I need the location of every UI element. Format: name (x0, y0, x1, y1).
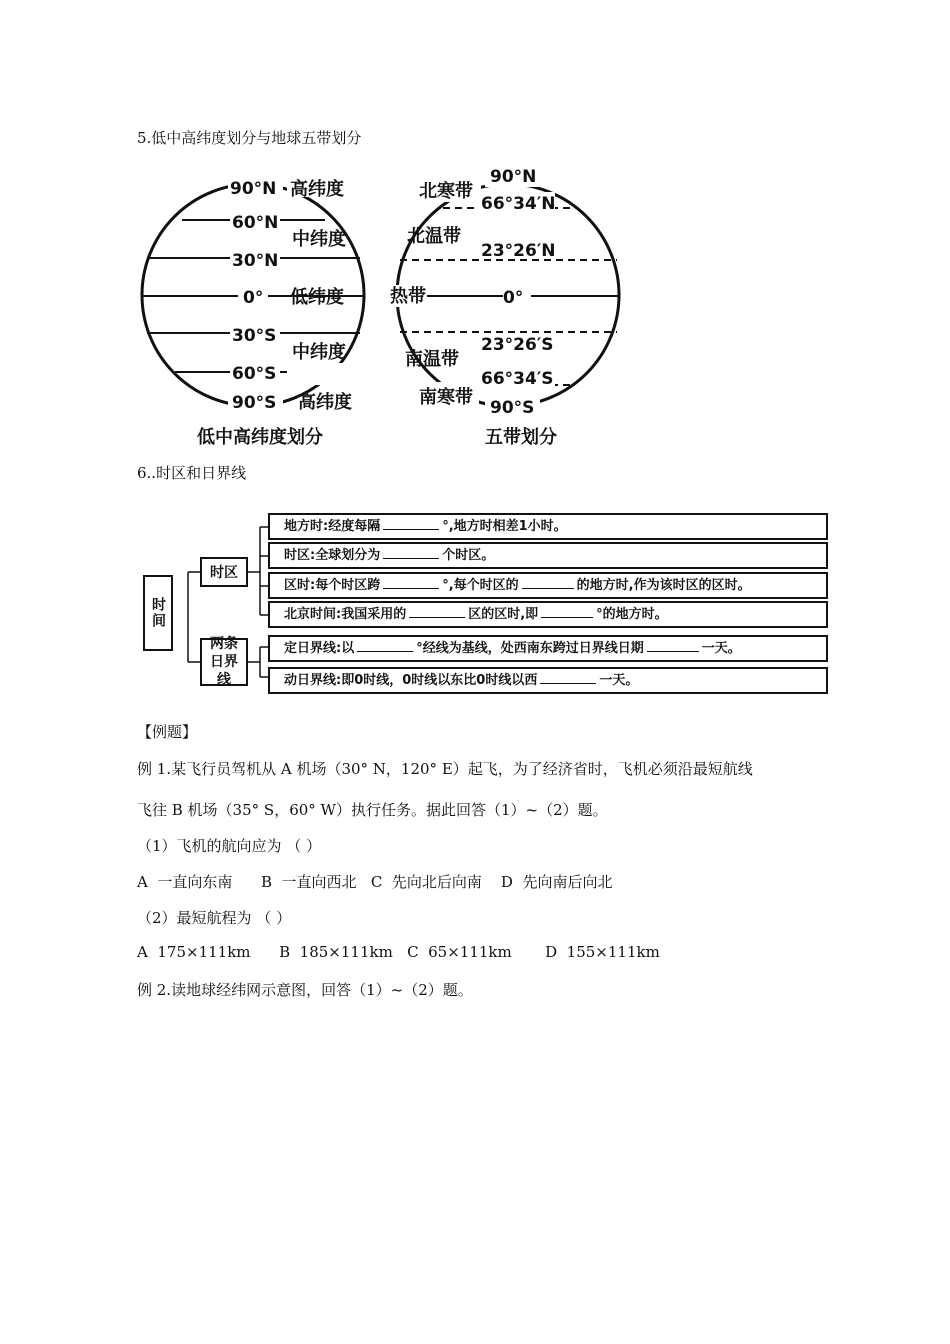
five-zones-diagram (385, 160, 625, 455)
answer-blank[interactable] (383, 515, 439, 530)
lat-label: 0° (243, 288, 264, 308)
latitude-division-diagram (135, 165, 375, 455)
zone-label: 南寒带 (419, 387, 473, 408)
diagram-caption: 低中高纬度划分 (197, 427, 323, 448)
lat-label: 90°N (490, 167, 537, 187)
time-zone-branch-box: 时区 (200, 557, 248, 587)
lat-label: 90°N (230, 179, 277, 199)
lat-label: 30°N (232, 251, 279, 271)
zone-label: 高纬度 (298, 392, 352, 413)
answer-blank[interactable] (383, 574, 439, 589)
example1-question2: （2）最短航程为 （ ） (137, 909, 292, 927)
time-root-box: 时间 (143, 575, 173, 651)
date-line-branch-box: 两条日界线 (200, 638, 248, 686)
answer-blank[interactable] (540, 669, 596, 684)
lat-label: 30°S (232, 326, 277, 346)
answer-blank[interactable] (357, 637, 413, 652)
lat-label: 66°34′S (481, 369, 554, 389)
diagram-caption: 五带划分 (485, 427, 557, 448)
example1-question1: （1）飞机的航向应为 （ ） (137, 837, 322, 855)
lat-label: 0° (503, 288, 524, 308)
zone-label: 低纬度 (290, 287, 344, 308)
lat-label: 90°S (490, 398, 535, 418)
section6-heading: 6..时区和日界线 (137, 464, 247, 482)
section5-heading: 5.低中高纬度划分与地球五带划分 (137, 129, 362, 147)
lat-label: 23°26′N (481, 241, 556, 261)
zone-label: 热带 (390, 286, 426, 307)
concept-row: 区时:每个时区跨 °,每个时区的 的地方时,作为该时区的区时。 (268, 572, 828, 599)
concept-row: 北京时间:我国采用的 区的区时,即 °的地方时。 (268, 601, 828, 628)
zone-label: 北寒带 (419, 181, 473, 202)
example1-question1-options: A 一直向东南 B 一直向西北 C 先向北后向南 D 先向南后向北 (137, 873, 613, 891)
zone-label: 中纬度 (292, 342, 346, 363)
zone-label: 北温带 (407, 226, 461, 247)
zone-label: 中纬度 (292, 229, 346, 250)
zone-label: 南温带 (405, 349, 459, 370)
example1-line1: 例 1.某飞行员驾机从 A 机场（30° N，120° E）起飞，为了经济省时，飞机必须沿最短航线 (137, 760, 753, 778)
examples-title: 【例题】 (137, 723, 198, 741)
answer-blank[interactable] (541, 603, 593, 618)
answer-blank[interactable] (522, 574, 574, 589)
concept-row: 时区:全球划分为 个时区。 (268, 542, 828, 569)
concept-row: 地方时:经度每隔 °,地方时相差1小时。 (268, 513, 828, 540)
answer-blank[interactable] (383, 544, 439, 559)
lat-label: 60°S (232, 364, 277, 384)
lat-label: 60°N (232, 213, 279, 233)
example1-question2-options: A 175×111km B 185×111km C 65×111km D 155×111km (137, 943, 660, 961)
answer-blank[interactable] (409, 603, 465, 618)
lat-label: 66°34′N (481, 194, 556, 214)
example2-line: 例 2.读地球经纬网示意图，回答（1）~（2）题。 (137, 981, 473, 999)
concept-row: 动日界线:即0时线，0时线以东比0时线以西 一天。 (268, 667, 828, 694)
concept-row: 定日界线:以 °经线为基线，处西南东跨过日界线日期 一天。 (268, 635, 828, 662)
lat-label: 90°S (232, 393, 277, 413)
example1-line2: 飞往 B 机场（35° S，60° W）执行任务。据此回答（1）~（2）题。 (137, 801, 608, 819)
answer-blank[interactable] (647, 637, 699, 652)
lat-label: 23°26′S (481, 335, 554, 355)
zone-label: 高纬度 (290, 179, 344, 200)
